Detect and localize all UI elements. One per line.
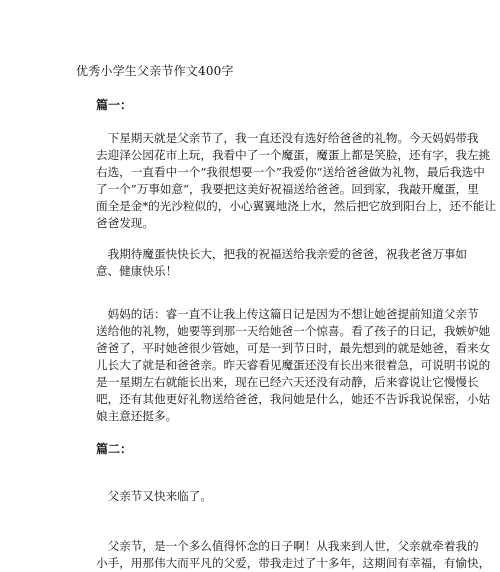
paragraph-5: [96, 538, 491, 572]
section-heading-1: 篇一：: [96, 98, 133, 112]
paragraph-line: 儿长大了就是和爸爸亲。昨天睿看见魔蛋还没有长出来很着急，可说明书说的: [96, 358, 491, 372]
paragraph-line: 意、健康快乐！: [96, 264, 178, 278]
paragraph-line: 小手，用那伟大而平凡的父爱，带我走过了十多年，这期间有幸福，有愉快，: [96, 556, 491, 570]
paragraph-line: 吧，还有其他更好礼物送给爸爸，我问她是什么，她还不告诉我说保密，小姑: [96, 392, 491, 406]
paragraph-line: 是一星期左右就能长出来，现在已经六天还没有动静，后来睿说让它慢慢长: [96, 375, 479, 389]
paragraph-line: 妈妈的话：睿一直不让我上传这篇日记是因为不想让她爸提前知道父亲节: [107, 307, 479, 321]
paragraph-line: 送给他的礼物，她要等到那一天给她爸一个惊喜。看了孩子的日记，我嫉妒她: [96, 324, 491, 338]
paragraph-4: [96, 488, 414, 505]
paragraph-line: 爸爸发现。: [96, 216, 154, 230]
paragraph-line: 我期待魔蛋快快长大，把我的祝福送给我亲爱的爸爸，祝我老爸万事如: [107, 247, 468, 261]
paragraph-line: 父亲节，是一个多么值得怀念的日子啊！从我来到人世，父亲就牵着我的: [107, 539, 479, 553]
paragraph-line: 了一个”万事如意“，我要把这美好祝福送给爸爸。回到家，我敲开魔蛋，里: [96, 182, 479, 196]
paragraph-line: 爸爸了，平时她爸很少管她，可是一到节日时，最先想到的就是她爸，看来女: [96, 341, 491, 355]
paragraph-line: 娘主意还挺多。: [96, 409, 178, 423]
paragraph-1: [96, 130, 496, 232]
paragraph-2: [96, 246, 468, 280]
paragraph-line: 下星期天就是父亲节了，我一直还没有选好给爸爸的礼物。今天妈妈带我: [107, 131, 479, 145]
paragraph-line: 面全是金*的光沙粒似的，小心翼翼地浇上水，然后把它放到阳台上，还不能让: [96, 199, 496, 213]
paragraph-line: 父亲节又快来临了。: [107, 489, 212, 503]
paragraph-line: 去迎泽公园花市上玩，我看中了一个魔蛋，魔蛋上都是笑脸，还有字，我左挑: [96, 148, 491, 162]
paragraph-line: 右选，一直看中一个“我很想要一个”我爱你“送给爸爸做为礼物，最后我选中: [96, 165, 485, 179]
paragraph-3: [96, 306, 491, 425]
section-heading-2: 篇二：: [96, 442, 133, 456]
document-title: 优秀小学生父亲节作文400字: [76, 64, 234, 78]
